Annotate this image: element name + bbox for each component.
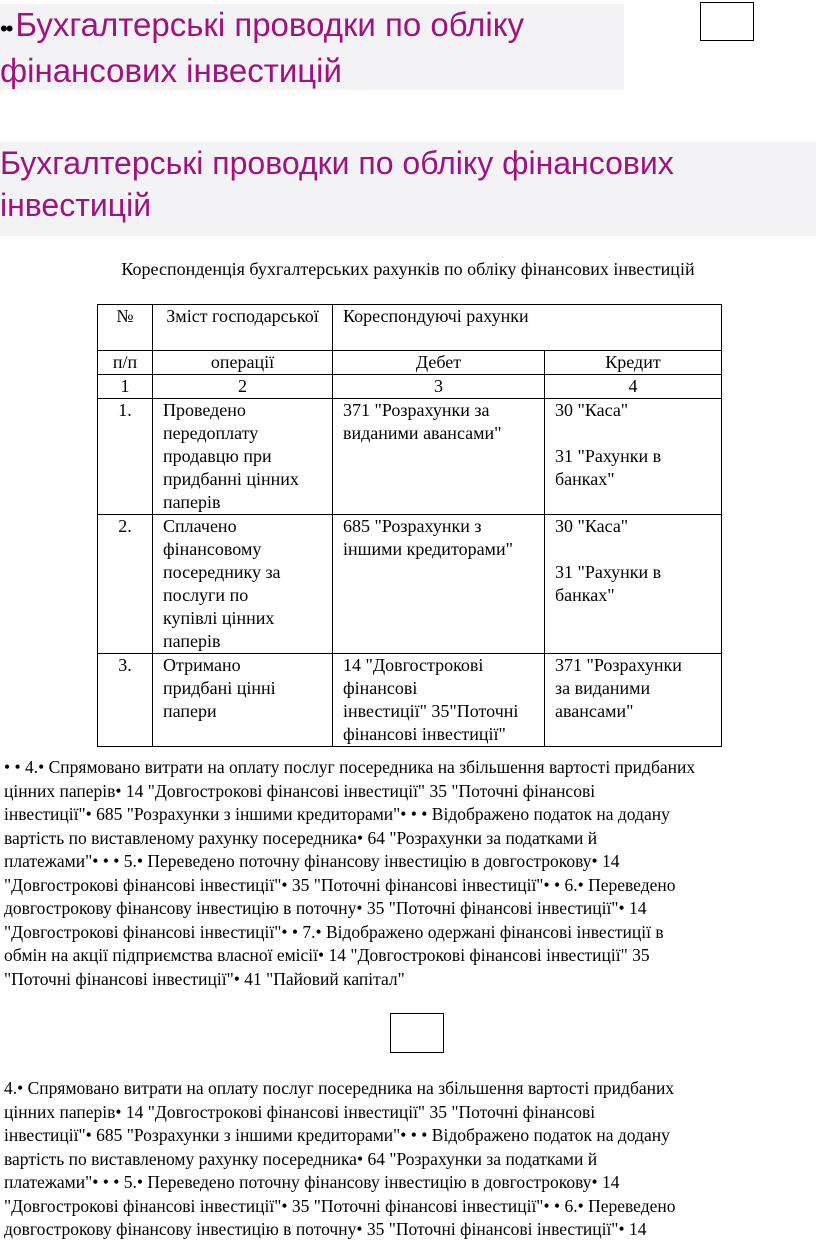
header-num-2: п/п xyxy=(98,351,153,375)
empty-box-middle xyxy=(390,1013,444,1053)
bullet-icon: •• xyxy=(0,16,12,41)
table-row xyxy=(98,515,722,654)
row-number: 2. xyxy=(98,515,153,654)
text-line: банках" xyxy=(555,469,615,489)
col-number: 2 xyxy=(153,375,333,399)
section-title: Бухгалтерські проводки по обліку фінансових інвестицій xyxy=(0,142,816,236)
text-line: авансами" xyxy=(555,701,634,721)
text-line: 685 "Розрахунки з xyxy=(343,516,482,536)
text-line: 30 "Каса" xyxy=(555,400,629,420)
text-line: "Довгострокові фінансові інвестиції"• 35 "Поточні фінансові інвестиції"• • 6.• Переведено xyxy=(4,1195,676,1216)
text-line: 31 "Рахунки в xyxy=(555,446,662,466)
text-line: Сплачено xyxy=(163,516,237,536)
text-line: 4.• Спрямовано витрати на оплату послуг посередника на збільшення вартості придбаних xyxy=(4,1078,675,1098)
empty-box-top xyxy=(700,2,754,41)
text-line: 31 "Рахунки в xyxy=(555,562,662,582)
text-line: обмін на акції підприємства власної емісії• 14 "Довгострокові фінансові інвестиції" 35 xyxy=(4,945,650,965)
table-column-numbers xyxy=(98,375,722,399)
text-line: за виданими xyxy=(555,678,651,698)
text-line: цінних паперів• 14 "Довгострокові фінансові інвестиції" 35 "Поточні фінансові xyxy=(4,1101,596,1122)
text-line: довгострокову фінансову інвестицію в поточну• 35 "Поточні фінансові інвестиції"• 14 xyxy=(4,898,647,918)
header-accounts: Кореспондуючі рахунки xyxy=(333,305,722,351)
text-line: фінансовому xyxy=(163,539,262,559)
text-line: фінансові xyxy=(343,678,418,698)
text-line: довгострокову фінансову інвестицію в поточну• 35 "Поточні фінансові інвестиції"• 14 xyxy=(4,1219,647,1239)
text-line: інвестиції" 35"Поточні xyxy=(343,701,519,721)
text-line: виданими авансами" xyxy=(343,423,502,443)
text-line: іншими кредиторами" xyxy=(343,539,513,559)
table-row xyxy=(98,654,722,747)
header-content-2: операції xyxy=(153,351,333,375)
text-line: 371 "Розрахунки xyxy=(555,655,682,675)
row-debit xyxy=(333,654,545,747)
header-content: Зміст господарської xyxy=(153,305,333,351)
text-line: 30 "Каса" xyxy=(555,516,629,536)
col-number: 4 xyxy=(545,375,722,399)
operations-paragraph-2 xyxy=(4,1077,816,1242)
text-line: послуги по xyxy=(163,585,249,605)
text-line: фінансові інвестиції" xyxy=(343,724,506,744)
text-line: банках" xyxy=(555,585,615,605)
text-line: посереднику за xyxy=(163,562,281,582)
page-title xyxy=(0,4,624,90)
table-caption: Кореспонденція бухгалтерських рахунків по обліку фінансових інвестицій xyxy=(121,259,695,279)
text-line: придбані цінні xyxy=(163,678,276,698)
text-line: Отримано xyxy=(163,655,241,675)
text-line: 371 "Розрахунки за xyxy=(343,400,490,420)
row-credit xyxy=(545,515,722,654)
row-credit xyxy=(545,654,722,747)
table-header-row xyxy=(98,351,722,375)
text-line: платежами"• • • 5.• Переведено поточну фінансову інвестицію в довгострокову• 14 xyxy=(4,1172,620,1192)
col-number: 1 xyxy=(98,375,153,399)
text-line: Проведено xyxy=(163,400,246,420)
text-line: продавцю при xyxy=(163,446,272,466)
row-content xyxy=(153,515,333,654)
text-line: "Поточні фінансові інвестиції"• 41 "Пайовий капітал" xyxy=(4,968,405,989)
header-num: № xyxy=(98,305,153,351)
col-number: 3 xyxy=(333,375,545,399)
text-line: "Довгострокові фінансові інвестиції"• • 7.• Відображено одержані фінансові інвестиції в xyxy=(4,921,664,942)
row-credit xyxy=(545,399,722,515)
row-number: 1. xyxy=(98,399,153,515)
text-line: паперів xyxy=(163,492,221,512)
text-line: паперів xyxy=(163,631,221,651)
row-content xyxy=(153,399,333,515)
row-content xyxy=(153,654,333,747)
text-line: придбанні цінних xyxy=(163,469,299,489)
text-line: папери xyxy=(163,701,217,721)
row-debit xyxy=(333,399,545,515)
text-line: інвестиції"• 685 "Розрахунки з іншими кредиторами"• • • Відображено податок на додану xyxy=(4,804,670,824)
header-credit: Кредит xyxy=(545,351,722,375)
header-debit: Дебет xyxy=(333,351,545,375)
text-line: інвестиції"• 685 "Розрахунки з іншими кредиторами"• • • Відображено податок на додану xyxy=(4,1125,670,1145)
text-line: купівлі цінних xyxy=(163,608,275,628)
page-title-text: Бухгалтерські проводки по обліку фінансових інвестицій xyxy=(0,6,525,89)
text-line: вартість по виставленому рахунку посередника• 64 "Розрахунки за податками й xyxy=(4,827,598,848)
operations-paragraph-1 xyxy=(4,756,816,991)
text-line: вартість по виставленому рахунку посередника• 64 "Розрахунки за податками й xyxy=(4,1148,598,1169)
text-line: платежами"• • • 5.• Переведено поточну фінансову інвестицію в довгострокову• 14 xyxy=(4,851,620,871)
row-debit xyxy=(333,515,545,654)
text-line: "Довгострокові фінансові інвестиції"• 35 "Поточні фінансові інвестиції"• • 6.• Переведено xyxy=(4,874,676,895)
row-number: 3. xyxy=(98,654,153,747)
accounts-table xyxy=(97,304,722,747)
table-header-row xyxy=(98,305,722,351)
table-row xyxy=(98,399,722,515)
text-line: • • 4.• Спрямовано витрати на оплату послуг посередника на збільшення вартості придбаних xyxy=(4,757,696,777)
text-line: 14 "Довгострокові xyxy=(343,655,484,675)
text-line: цінних паперів• 14 "Довгострокові фінансові інвестиції" 35 "Поточні фінансові xyxy=(4,780,596,801)
text-line: передоплату xyxy=(163,423,259,443)
